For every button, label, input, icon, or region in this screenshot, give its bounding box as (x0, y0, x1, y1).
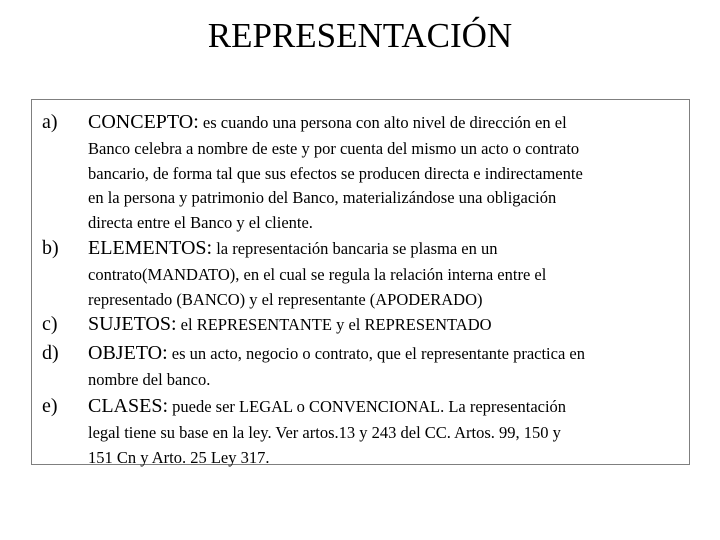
item-text-line: directa entre el Banco y el cliente. (88, 212, 313, 232)
item-label: CONCEPTO: (88, 111, 199, 133)
item-label: ELEMENTOS: (88, 237, 213, 259)
list-marker: a) (42, 111, 58, 133)
list-marker: e) (42, 395, 58, 417)
item-text (88, 394, 688, 470)
item-text-line: contrato(MANDATO), en el cual se regula la relación interna entre el (88, 265, 547, 284)
item-text-line: en la persona y patrimonio del Banco, materializándose una obligación (88, 188, 557, 207)
item-text-line: Banco celebra a nombre de este y por cuenta del mismo un acto o contrato (88, 139, 580, 158)
item-text-line: es un acto, negocio o contrato, que el representante practica en (171, 344, 585, 363)
list-marker: b) (42, 237, 59, 259)
item-label: SUJETOS: (88, 313, 177, 335)
item-text (88, 110, 688, 235)
list-marker: d) (42, 342, 59, 364)
item-label: OBJETO: (88, 342, 168, 364)
item-text-line: 151 Cn y Arto. 25 Ley 317. (88, 447, 270, 467)
list-marker: c) (42, 313, 58, 335)
content-box (31, 99, 690, 465)
item-text-line: puede ser LEGAL o CONVENCIONAL. La representación (172, 397, 567, 416)
item-text-line: representado (BANCO) y el representante (APODERADO) (88, 289, 483, 309)
slide-title: REPRESENTACIÓN (207, 16, 513, 55)
item-text (88, 341, 688, 393)
item-text-line: es cuando una persona con alto nivel de dirección en el (202, 113, 567, 132)
item-label: CLASES: (88, 395, 169, 417)
item-text-line: el REPRESENTANTE y el REPRESENTADO (180, 315, 492, 334)
item-text-line: nombre del banco. (88, 370, 211, 389)
item-text-line: la representación bancaria se plasma en un (216, 239, 498, 258)
item-text-line: bancario, de forma tal que sus efectos se producen directa e indirectamente (88, 163, 583, 183)
item-text (88, 312, 688, 339)
item-text-line: legal tiene su base en la ley. Ver artos.13 y 243 del CC. Artos. 99, 150 y (88, 423, 561, 442)
item-text (88, 236, 688, 312)
